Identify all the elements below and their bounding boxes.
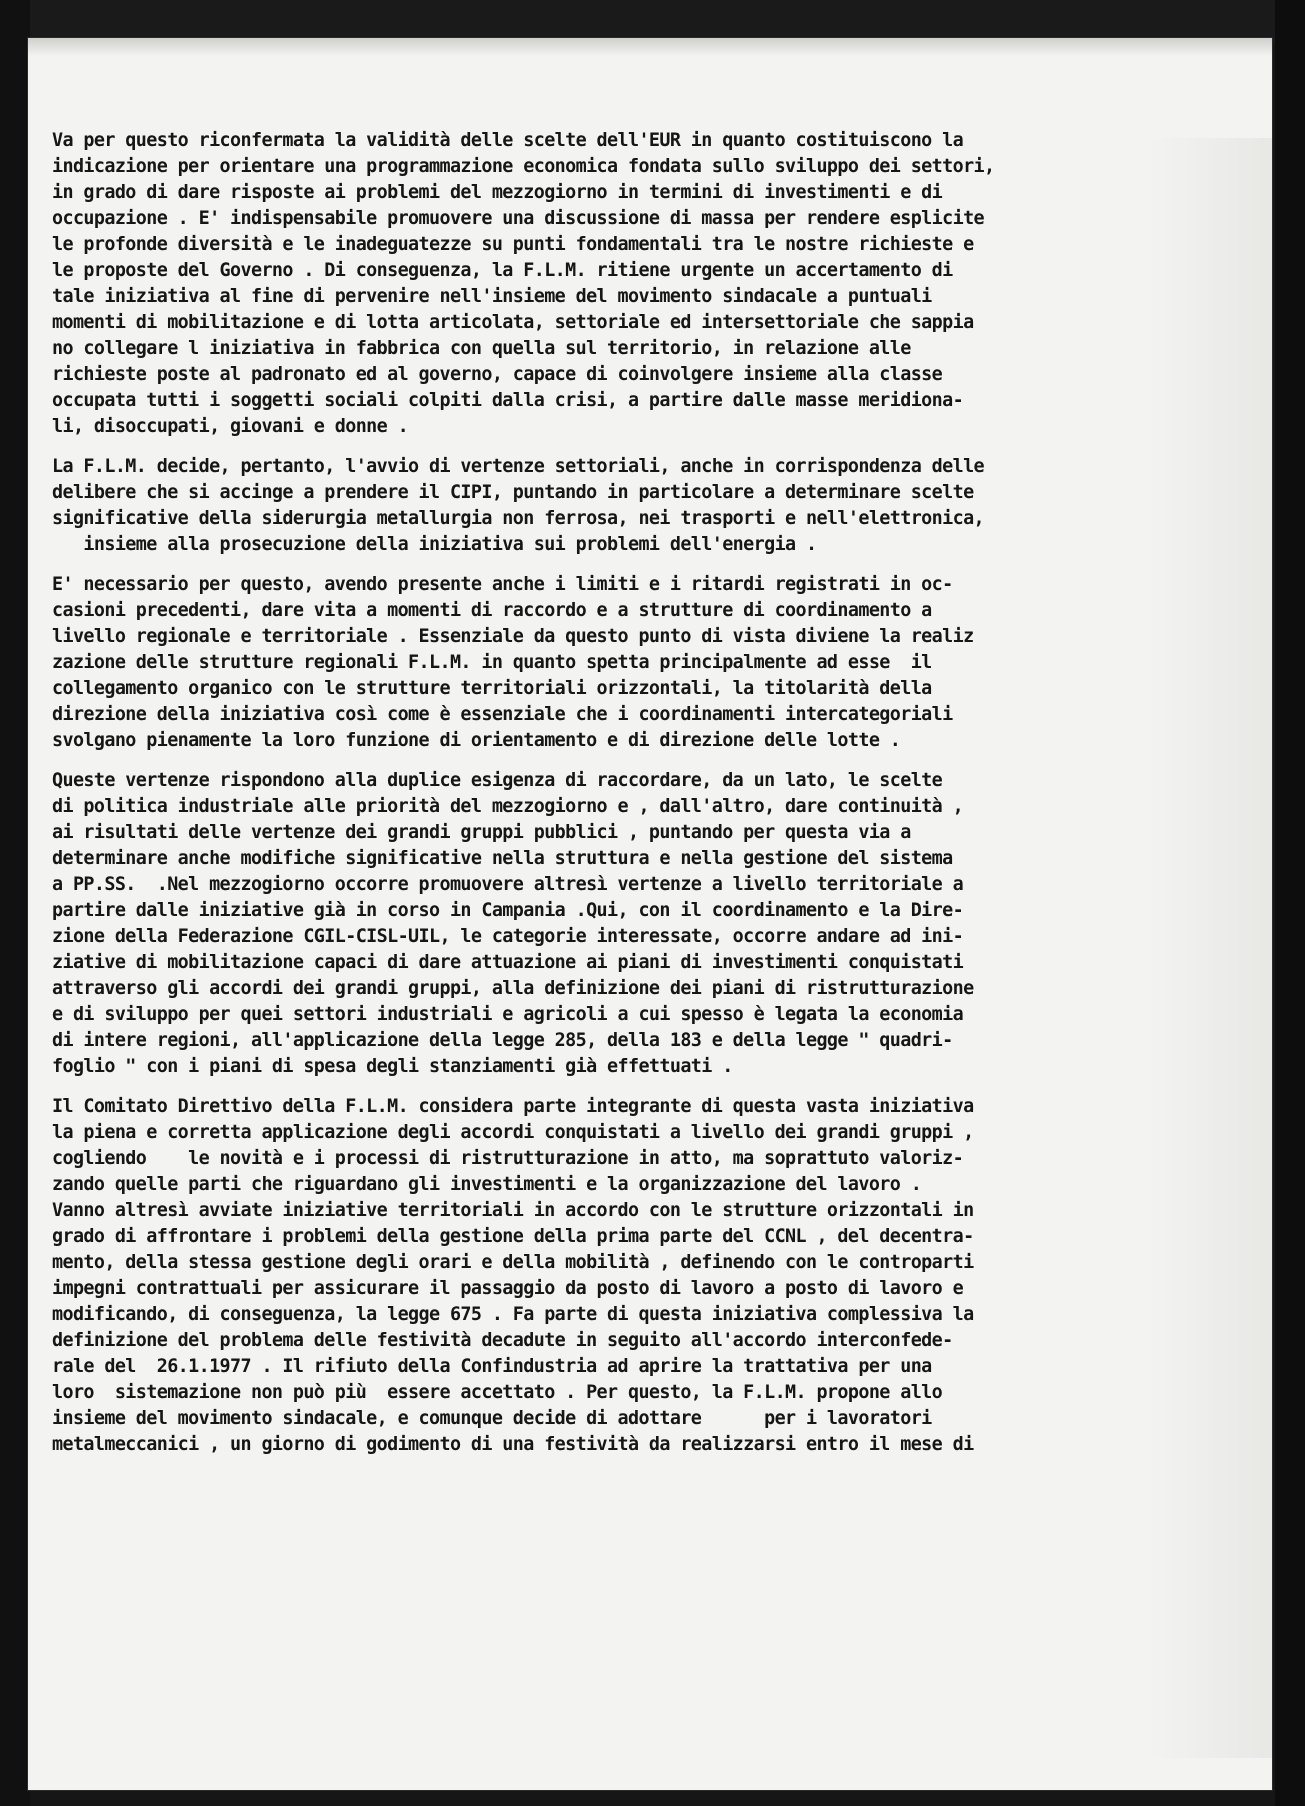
text-line: svolgano pienamente la loro funzione di orientamento e di direzione delle lotte . bbox=[52, 730, 901, 751]
text-line: foglio " con i piani di spesa degli stanziamenti già effettuati . bbox=[52, 1056, 733, 1077]
text-line: direzione della iniziativa così come è essenziale che i coordinamenti intercategoriali bbox=[52, 704, 953, 725]
paragraph bbox=[52, 128, 1172, 440]
text-line: a PP.SS. .Nel mezzogiorno occorre promuovere altresì vertenze a livello territoriale a bbox=[52, 874, 964, 895]
text-line: impegni contrattuali per assicurare il passaggio da posto di lavoro a posto di lavoro e bbox=[52, 1278, 964, 1299]
text-line: la piena e corretta applicazione degli accordi conquistati a livello dei grandi gruppi , bbox=[52, 1122, 974, 1143]
text-line: momenti di mobilitazione e di lotta articolata, settoriale ed intersettoriale che sappia bbox=[52, 312, 974, 333]
text-line: Vanno altresì avviate iniziative territoriali in accordo con le strutture orizzontali in bbox=[52, 1200, 974, 1221]
text-line: occupazione . E' indispensabile promuovere una discussione di massa per rendere esplicite bbox=[52, 208, 985, 229]
text-line: livello regionale e territoriale . Essenziale da questo punto di vista diviene la realiz bbox=[52, 626, 974, 647]
text-line: zazione delle strutture regionali F.L.M. in quanto spetta principalmente ad esse il bbox=[52, 652, 932, 673]
text-line: insieme alla prosecuzione della iniziativa sui problemi dell'energia . bbox=[52, 534, 817, 555]
text-line: grado di affrontare i problemi della gestione della prima parte del CCNL , del decentra- bbox=[52, 1226, 974, 1247]
text-line: Va per questo riconfermata la validità delle scelte dell'EUR in quanto costituiscono la bbox=[52, 130, 964, 151]
text-line: zando quelle parti che riguardano gli investimenti e la organizzazione del lavoro . bbox=[52, 1174, 922, 1195]
text-line: ai risultati delle vertenze dei grandi gruppi pubblici , puntando per questa via a bbox=[52, 822, 911, 843]
text-line: e di sviluppo per quei settori industriali e agricoli a cui spesso è legata la economia bbox=[52, 1004, 964, 1025]
text-line: partire dalle iniziative già in corso in Campania .Qui, con il coordinamento e la Dire- bbox=[52, 900, 964, 921]
scan-right-border bbox=[1275, 0, 1305, 1806]
text-line: La F.L.M. decide, pertanto, l'avvio di vertenze settoriali, anche in corrispondenza delle bbox=[52, 456, 985, 477]
text-line: Queste vertenze rispondono alla duplice esigenza di raccordare, da un lato, le scelte bbox=[52, 770, 943, 791]
text-line: determinare anche modifiche significative nella struttura e nella gestione del sistema bbox=[52, 848, 953, 869]
text-line: occupata tutti i soggetti sociali colpiti dalla crisi, a partire dalle masse meridiona- bbox=[52, 390, 964, 411]
text-line: in grado di dare risposte ai problemi del mezzogiorno in termini di investimenti e di bbox=[52, 182, 943, 203]
text-line: zione della Federazione CGIL-CISL-UIL, le categorie interessate, occorre andare ad ini- bbox=[52, 926, 964, 947]
text-line: le proposte del Governo . Di conseguenza, la F.L.M. ritiene urgente un accertamento di bbox=[52, 260, 953, 281]
paragraph bbox=[52, 1094, 1172, 1458]
text-line: no collegare l iniziativa in fabbrica con quella sul territorio, in relazione alle bbox=[52, 338, 911, 359]
scan-left-border bbox=[0, 0, 30, 1806]
text-line: richieste poste al padronato ed al governo, capace di coinvolgere insieme alla classe bbox=[52, 364, 943, 385]
text-line: definizione del problema delle festività decadute in seguito all'accordo interconfede- bbox=[52, 1330, 953, 1351]
text-line: tale iniziativa al fine di pervenire nell'insieme del movimento sindacale a puntuali bbox=[52, 286, 932, 307]
text-line: rale del 26.1.1977 . Il rifiuto della Confindustria ad aprire la trattativa per una bbox=[52, 1356, 932, 1377]
text-line: metalmeccanici , un giorno di godimento di una festività da realizzarsi entro il mese di bbox=[52, 1434, 974, 1455]
text-line: cogliendo le novità e i processi di ristrutturazione in atto, ma soprattuto valoriz- bbox=[52, 1148, 964, 1169]
page-top-edge bbox=[28, 38, 1272, 56]
text-line: le profonde diversità e le inadeguatezze su punti fondamentali tra le nostre richieste e bbox=[52, 234, 974, 255]
text-line: ziative di mobilitazione capaci di dare attuazione ai piani di investimenti conquistati bbox=[52, 952, 964, 973]
text-line: indicazione per orientare una programmazione economica fondata sullo sviluppo dei settori, bbox=[52, 156, 995, 177]
paragraph bbox=[52, 768, 1172, 1080]
text-line: E' necessario per questo, avendo presente anche i limiti e i ritardi registrati in oc- bbox=[52, 574, 953, 595]
text-line: modificando, di conseguenza, la legge 675 . Fa parte di questa iniziativa complessiva la bbox=[52, 1304, 974, 1325]
text-line: Il Comitato Direttivo della F.L.M. considera parte integrante di questa vasta iniziativa bbox=[52, 1096, 974, 1117]
text-line: attraverso gli accordi dei grandi gruppi, alla definizione dei piani di ristrutturazione bbox=[52, 978, 974, 999]
text-line: delibere che si accinge a prendere il CIPI, puntando in particolare a determinare scelte bbox=[52, 482, 974, 503]
text-line: loro sistemazione non può più essere accettato . Per questo, la F.L.M. propone allo bbox=[52, 1382, 943, 1403]
paragraph bbox=[52, 572, 1172, 754]
text-line: casioni precedenti, dare vita a momenti di raccordo e a strutture di coordinamento a bbox=[52, 600, 932, 621]
text-line: di politica industriale alle priorità del mezzogiorno e , dall'altro, dare continuità , bbox=[52, 796, 964, 817]
paragraph bbox=[52, 454, 1172, 558]
document-body bbox=[52, 128, 1172, 1458]
text-line: insieme del movimento sindacale, e comunque decide di adottare per i lavoratori bbox=[52, 1408, 932, 1429]
text-line: collegamento organico con le strutture territoriali orizzontali, la titolarità della bbox=[52, 678, 932, 699]
text-line: mento, della stessa gestione degli orari e della mobilità , definendo con le controparti bbox=[52, 1252, 974, 1273]
text-line: di intere regioni, all'applicazione della legge 285, della 183 e della legge " quadri- bbox=[52, 1030, 953, 1051]
text-line: li, disoccupati, giovani e donne . bbox=[52, 416, 409, 437]
text-line: significative della siderurgia metallurgia non ferrosa, nei trasporti e nell'elettronica, bbox=[52, 508, 985, 529]
